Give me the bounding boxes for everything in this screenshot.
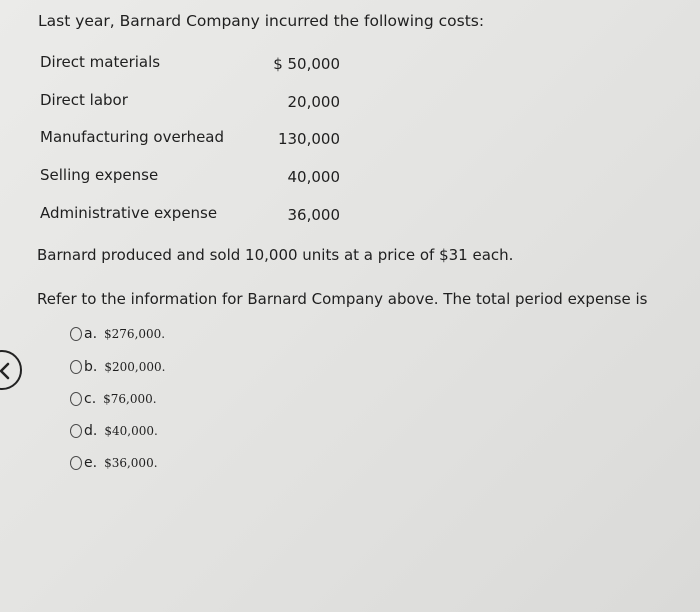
back-button[interactable] (0, 350, 22, 390)
cost-label: Direct materials (40, 53, 161, 71)
radio-button[interactable] (70, 360, 82, 374)
option-letter: b. (84, 359, 98, 375)
option-value: $276,000. (104, 327, 166, 341)
option-value: $200,000. (104, 360, 166, 374)
option-letter: d. (84, 423, 98, 439)
cost-row-selling-expense (40, 166, 340, 188)
option-value: $76,000. (103, 392, 157, 406)
cost-label: Administrative expense (40, 204, 218, 222)
cost-label: Selling expense (40, 166, 159, 184)
cost-value: $ 50,000 (273, 55, 340, 73)
radio-button[interactable] (70, 327, 82, 341)
radio-button[interactable] (70, 392, 82, 406)
chevron-left-icon (0, 362, 12, 380)
option-a[interactable] (70, 324, 165, 344)
option-letter: c. (84, 391, 97, 407)
radio-button[interactable] (70, 424, 82, 438)
option-value: $36,000. (104, 456, 158, 470)
intro-text: Last year, Barnard Company incurred the following costs: (38, 12, 485, 30)
option-value: $40,000. (104, 424, 158, 438)
radio-button[interactable] (70, 456, 82, 470)
cost-value: 130,000 (277, 130, 340, 148)
question-text: Refer to the information for Barnard Company above. The total period expense is (37, 290, 648, 308)
cost-value: 40,000 (287, 168, 340, 186)
cost-row-direct-labor (40, 91, 340, 113)
production-text: Barnard produced and sold 10,000 units at a price of $31 each. (37, 246, 514, 264)
cost-label: Direct labor (40, 91, 128, 109)
option-b[interactable] (70, 357, 165, 377)
option-d[interactable] (70, 421, 158, 441)
option-letter: a. (84, 326, 98, 342)
option-c[interactable] (70, 389, 157, 409)
cost-value: 36,000 (287, 206, 340, 224)
cost-value: 20,000 (287, 93, 340, 111)
option-letter: e. (84, 455, 98, 471)
cost-row-administrative-expense (40, 204, 340, 226)
option-e[interactable] (70, 453, 158, 473)
cost-row-direct-materials (40, 53, 340, 75)
cost-label: Manufacturing overhead (40, 128, 225, 146)
cost-row-manufacturing-overhead (40, 128, 340, 150)
